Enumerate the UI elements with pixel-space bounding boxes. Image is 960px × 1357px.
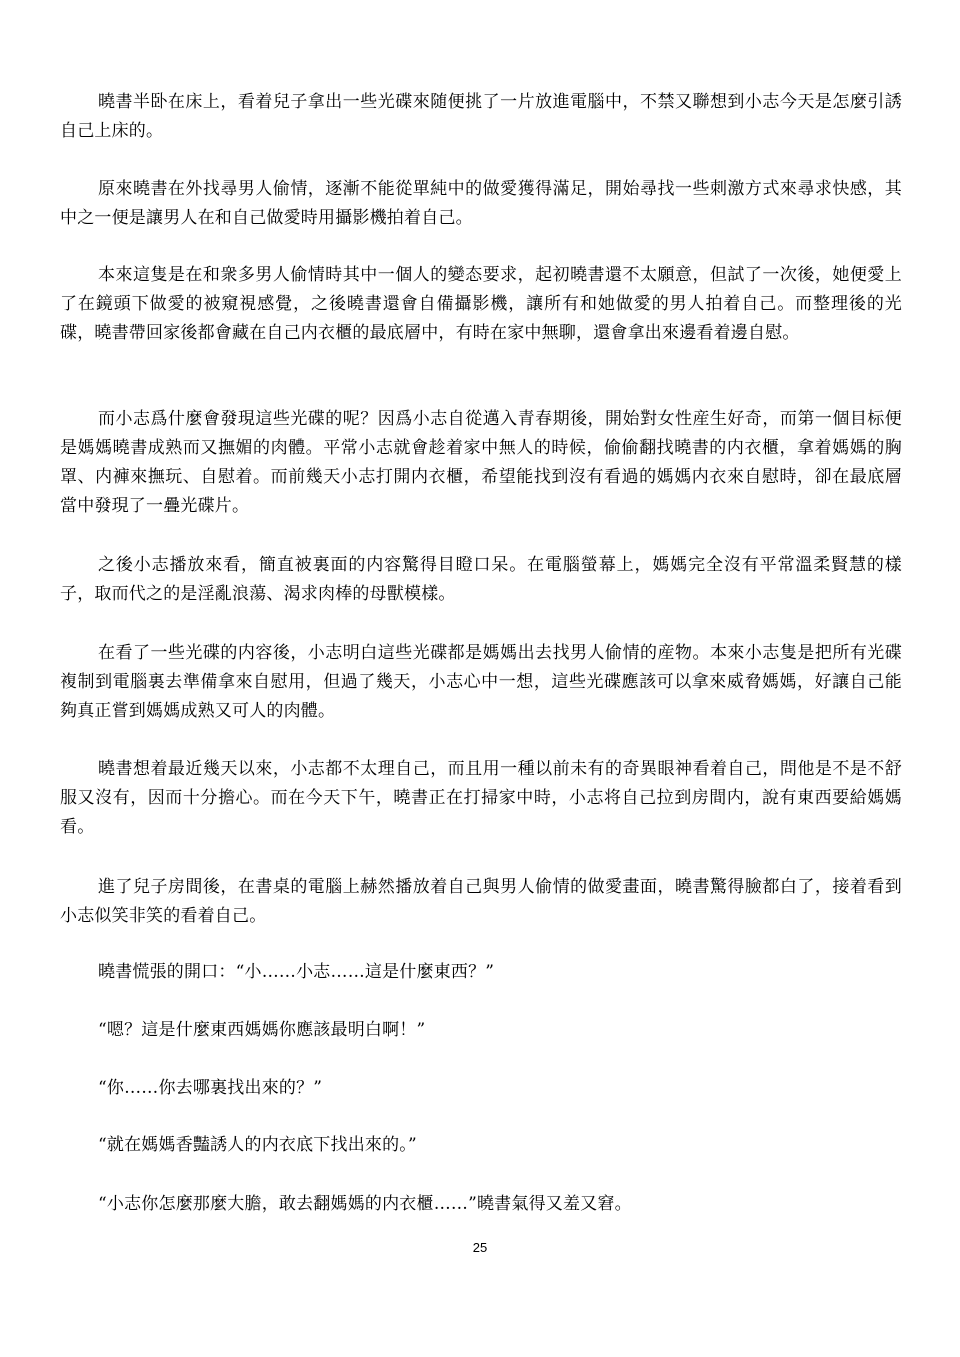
paragraph-13: “小志你怎麼那麼大膽，敢去翻媽媽的内衣櫃……”曉書氣得又羞又窘。 xyxy=(98,1194,632,1214)
paragraph-2: 原來曉書在外找尋男人偷情，逐漸不能從單純中的做愛獲得滿足，開始尋找一些刺激方式來尋求快感，其中之一便是讓男人在和自己做愛時用攝影機拍着自己。 xyxy=(60,179,902,228)
paragraph-6: 在看了一些光碟的内容後，小志明白這些光碟都是媽媽出去找男人偷情的産物。本來小志隻是把所有光碟複制到電腦裏去準備拿來自慰用，但過了幾天，小志心中一想，這些光碟應該可以拿來威脅媽媽，好讓自己能夠真正嘗到媽媽成熟又可人的肉體。 xyxy=(60,643,902,721)
paragraph-4: 而小志爲什麼會發現這些光碟的呢？因爲小志自從邁入青春期後，開始對女性産生好奇，而第一個目标便是媽媽曉書成熟而又撫媚的肉體。平常小志就會趁着家中無人的時候，偷偷翻找曉書的内衣櫃，拿着媽媽的胸罩、内褲來撫玩、自慰着。而前幾天小志打開内衣櫃，希望能找到沒有看過的媽媽内衣來自慰時，卻在最底層當中發現了一疊光碟片。 xyxy=(60,409,902,516)
paragraph-7: 曉書想着最近幾天以來，小志都不太理自己，而且用一種以前未有的奇異眼神看着自己，問他是不是不舒服又沒有，因而十分擔心。而在今天下午，曉書正在打掃家中時，小志将自己拉到房間内，說有東西要給媽媽看。 xyxy=(60,759,902,837)
paragraph-8: 進了兒子房間後，在書桌的電腦上赫然播放着自己與男人偷情的做愛畫面，曉書驚得臉都白了，接着看到小志似笑非笑的看着自己。 xyxy=(60,877,902,926)
paragraph-12: “就在媽媽香豔誘人的内衣底下找出來的。” xyxy=(98,1135,417,1155)
paragraph-1: 曉書半卧在床上，看着兒子拿出一些光碟來随便挑了一片放進電腦中，不禁又聯想到小志今天是怎麼引誘自己上床的。 xyxy=(60,92,902,141)
paragraph-3: 本來這隻是在和衆多男人偷情時其中一個人的變态要求，起初曉書還不太願意，但試了一次後，她便愛上了在鏡頭下做愛的被窺視感覺，之後曉書還會自備攝影機，讓所有和她做愛的男人拍着自己。而整理後的光碟，曉書帶回家後都會藏在自己内衣櫃的最底層中，有時在家中無聊，還會拿出來邊看着邊自慰。 xyxy=(60,265,902,343)
paragraph-9: 曉書慌張的開口：“小……小志……這是什麼東西？” xyxy=(98,962,495,982)
paragraph-10: “嗯？這是什麼東西媽媽你應該最明白啊！” xyxy=(98,1020,426,1040)
page-number: 25 xyxy=(472,1240,488,1255)
paragraph-11: “你……你去哪裏找出來的？” xyxy=(98,1078,323,1098)
paragraph-5: 之後小志播放來看，簡直被裏面的内容驚得目瞪口呆。在電腦螢幕上，媽媽完全沒有平常溫柔賢慧的樣子，取而代之的是淫亂浪蕩、渴求肉棒的母獸模樣。 xyxy=(60,555,902,604)
